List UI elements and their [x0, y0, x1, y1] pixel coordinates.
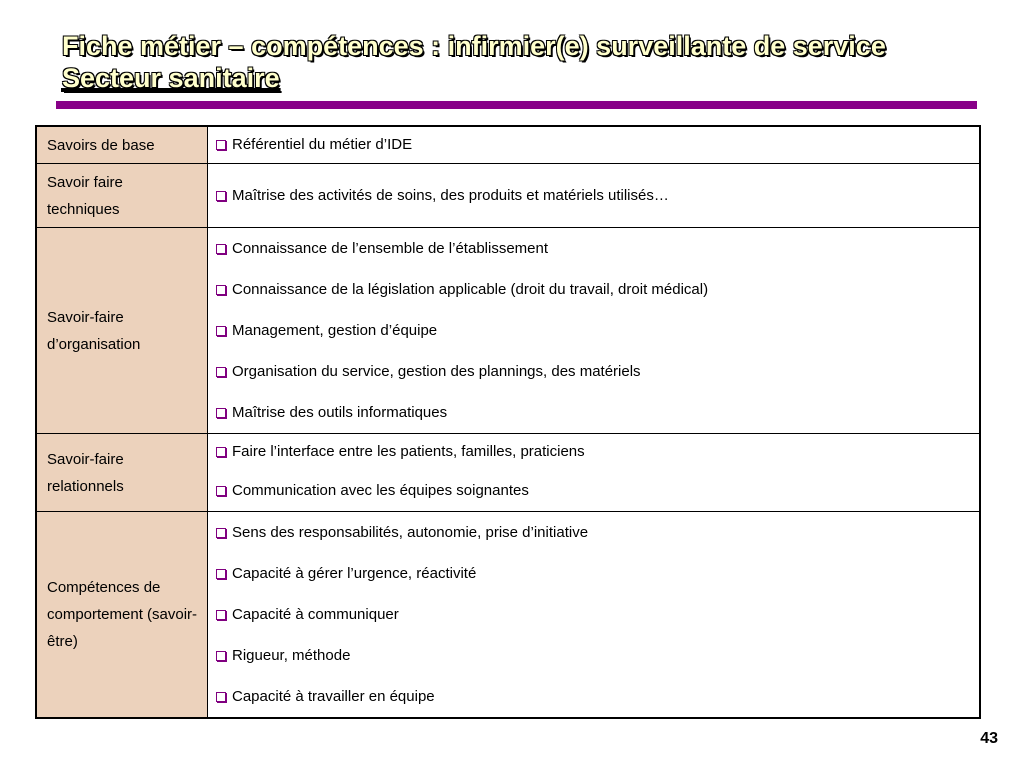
list-item: [216, 269, 971, 310]
title-underline-rule: [56, 101, 977, 109]
row-items: [208, 228, 981, 434]
table-row: [36, 512, 980, 719]
title-line-1: [62, 30, 886, 62]
checkbox-bullet-icon: [216, 486, 226, 496]
checkbox-bullet-icon: [216, 244, 226, 254]
row-label: Savoirs de base: [36, 126, 208, 164]
checkbox-bullet-icon: [216, 447, 226, 457]
checkbox-bullet-icon: [216, 569, 226, 579]
list-item-text: Capacité à communiquer: [232, 605, 399, 623]
list-item-text: Faire l’interface entre les patients, familles, praticiens: [232, 443, 585, 460]
list-item: [216, 228, 971, 269]
row-label: Savoir-faire relationnels: [36, 434, 208, 512]
list-item-text: Rigueur, méthode: [232, 646, 351, 664]
table-row: [36, 228, 980, 434]
list-item: [216, 127, 971, 163]
row-items: [208, 164, 981, 228]
row-items: [208, 512, 981, 719]
competences-table: [35, 125, 981, 719]
list-item-text: Communication avec les équipes soignantes: [232, 481, 529, 499]
list-item-text: Maîtrise des activités de soins, des produits et matériels utilisés…: [232, 186, 669, 204]
table-row: [36, 126, 980, 164]
row-items: [208, 434, 981, 512]
table-row: [36, 164, 980, 228]
slide-title: [62, 30, 886, 94]
title-line-2: [62, 62, 886, 94]
title-sub-text: Secteur sanitaire: [62, 63, 280, 93]
list-item: [216, 553, 971, 594]
list-item-text: Connaissance de l’ensemble de l’établissement: [232, 239, 549, 257]
list-item: [216, 594, 971, 635]
list-item: [216, 351, 971, 392]
list-item-text: Référentiel du métier d’IDE: [232, 136, 413, 153]
row-label: Savoir faire techniques: [36, 164, 208, 228]
list-item-text: Management, gestion d’équipe: [232, 321, 438, 339]
checkbox-bullet-icon: [216, 326, 226, 336]
checkbox-bullet-icon: [216, 285, 226, 295]
list-item: [216, 470, 971, 511]
list-item: [216, 434, 971, 470]
row-label: Compétences de comportement (savoir-être): [36, 512, 208, 719]
list-item-text: Capacité à gérer l’urgence, réactivité: [232, 564, 477, 582]
title-main-text: Fiche métier – compétences : infirmier(e) surveillante de service: [62, 31, 886, 61]
list-item-text: Maîtrise des outils informatiques: [232, 403, 448, 421]
checkbox-bullet-icon: [216, 140, 226, 150]
page-number: 43: [980, 730, 998, 747]
list-item: [216, 392, 971, 433]
checkbox-bullet-icon: [216, 651, 226, 661]
row-label: Savoir-faire d’organisation: [36, 228, 208, 434]
list-item-text: Sens des responsabilités, autonomie, prise d’initiative: [232, 523, 589, 541]
checkbox-bullet-icon: [216, 610, 226, 620]
list-item: [216, 178, 971, 214]
list-item-text: Capacité à travailler en équipe: [232, 687, 435, 705]
list-item: [216, 635, 971, 676]
checkbox-bullet-icon: [216, 408, 226, 418]
list-item-text: Connaissance de la législation applicable (droit du travail, droit médical): [232, 280, 709, 298]
list-item: [216, 676, 971, 717]
row-items: [208, 126, 981, 164]
list-item: [216, 310, 971, 351]
table-row: [36, 434, 980, 512]
checkbox-bullet-icon: [216, 528, 226, 538]
list-item: [216, 512, 971, 553]
checkbox-bullet-icon: [216, 191, 226, 201]
checkbox-bullet-icon: [216, 692, 226, 702]
list-item-text: Organisation du service, gestion des plannings, des matériels: [232, 362, 641, 380]
checkbox-bullet-icon: [216, 367, 226, 377]
